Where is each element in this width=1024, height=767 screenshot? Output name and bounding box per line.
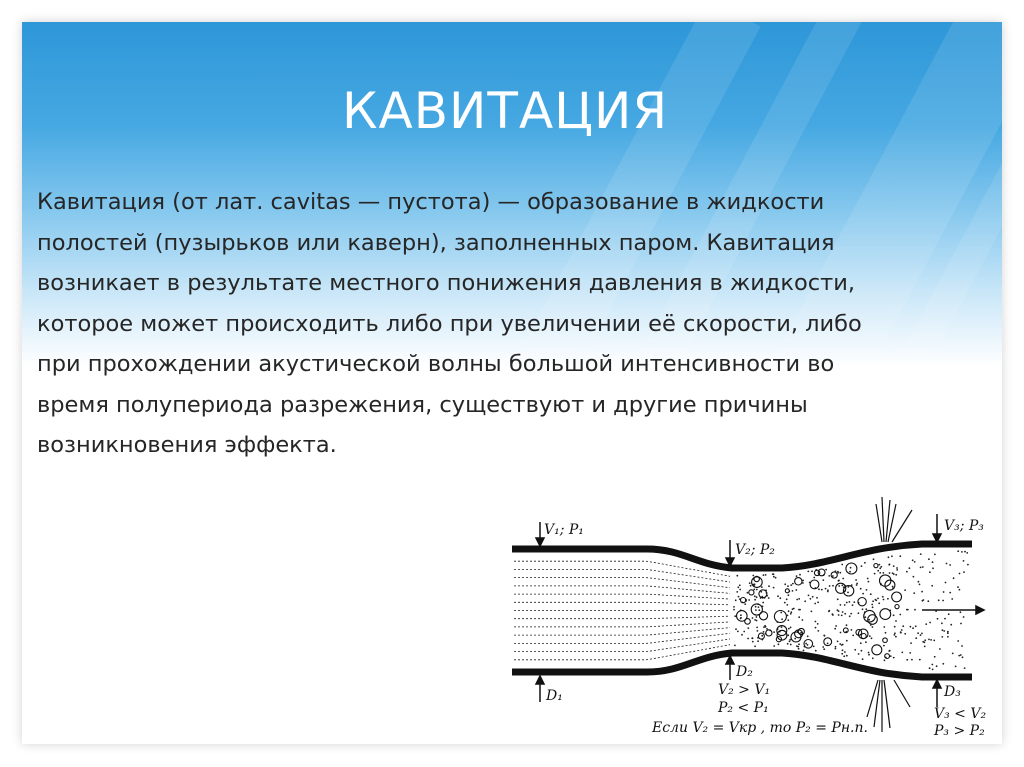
slide-body-text: Кавитация (от лат. cavitas — пустота) — образование в жидкости полостей (пузырьков или каверн), заполненных паром. Кавитация возникает в результате местного понижения давления в жидкости, которое может происходить либо при увеличении её скорости, либо при прохождении акустической волны большой интенсивности во время полупериода разрежения, существуют и другие причины возникновения эффекта. [37,189,862,458]
label-d1: D₁ [546,688,563,704]
slide [22,22,1002,744]
label-condition: Если V₂ = Vкр , то P₂ = Pн.п. [652,720,868,736]
label-d3: D₃ [944,684,961,700]
label-p2-lt-p1: P₂ < P₁ [718,700,769,716]
label-d2: D₂ [736,664,753,680]
label-v2-p2: V₂; P₂ [735,542,775,558]
label-v3-p3: V₃; P₃ [944,518,984,534]
cavitation-bubbles [737,563,902,659]
label-v1-p1: V₁; P₁ [544,522,584,538]
label-p3-gt-p2: P₃ > P₂ [934,723,985,739]
slide-title: КАВИТАЦИЯ [342,82,669,140]
streamlines [514,561,730,660]
label-v3-lt-v2: V₃ < V₂ [934,706,987,722]
label-v2-gt-v1: V₂ > V₁ [718,682,771,698]
cavitation-diagram [482,492,1002,742]
